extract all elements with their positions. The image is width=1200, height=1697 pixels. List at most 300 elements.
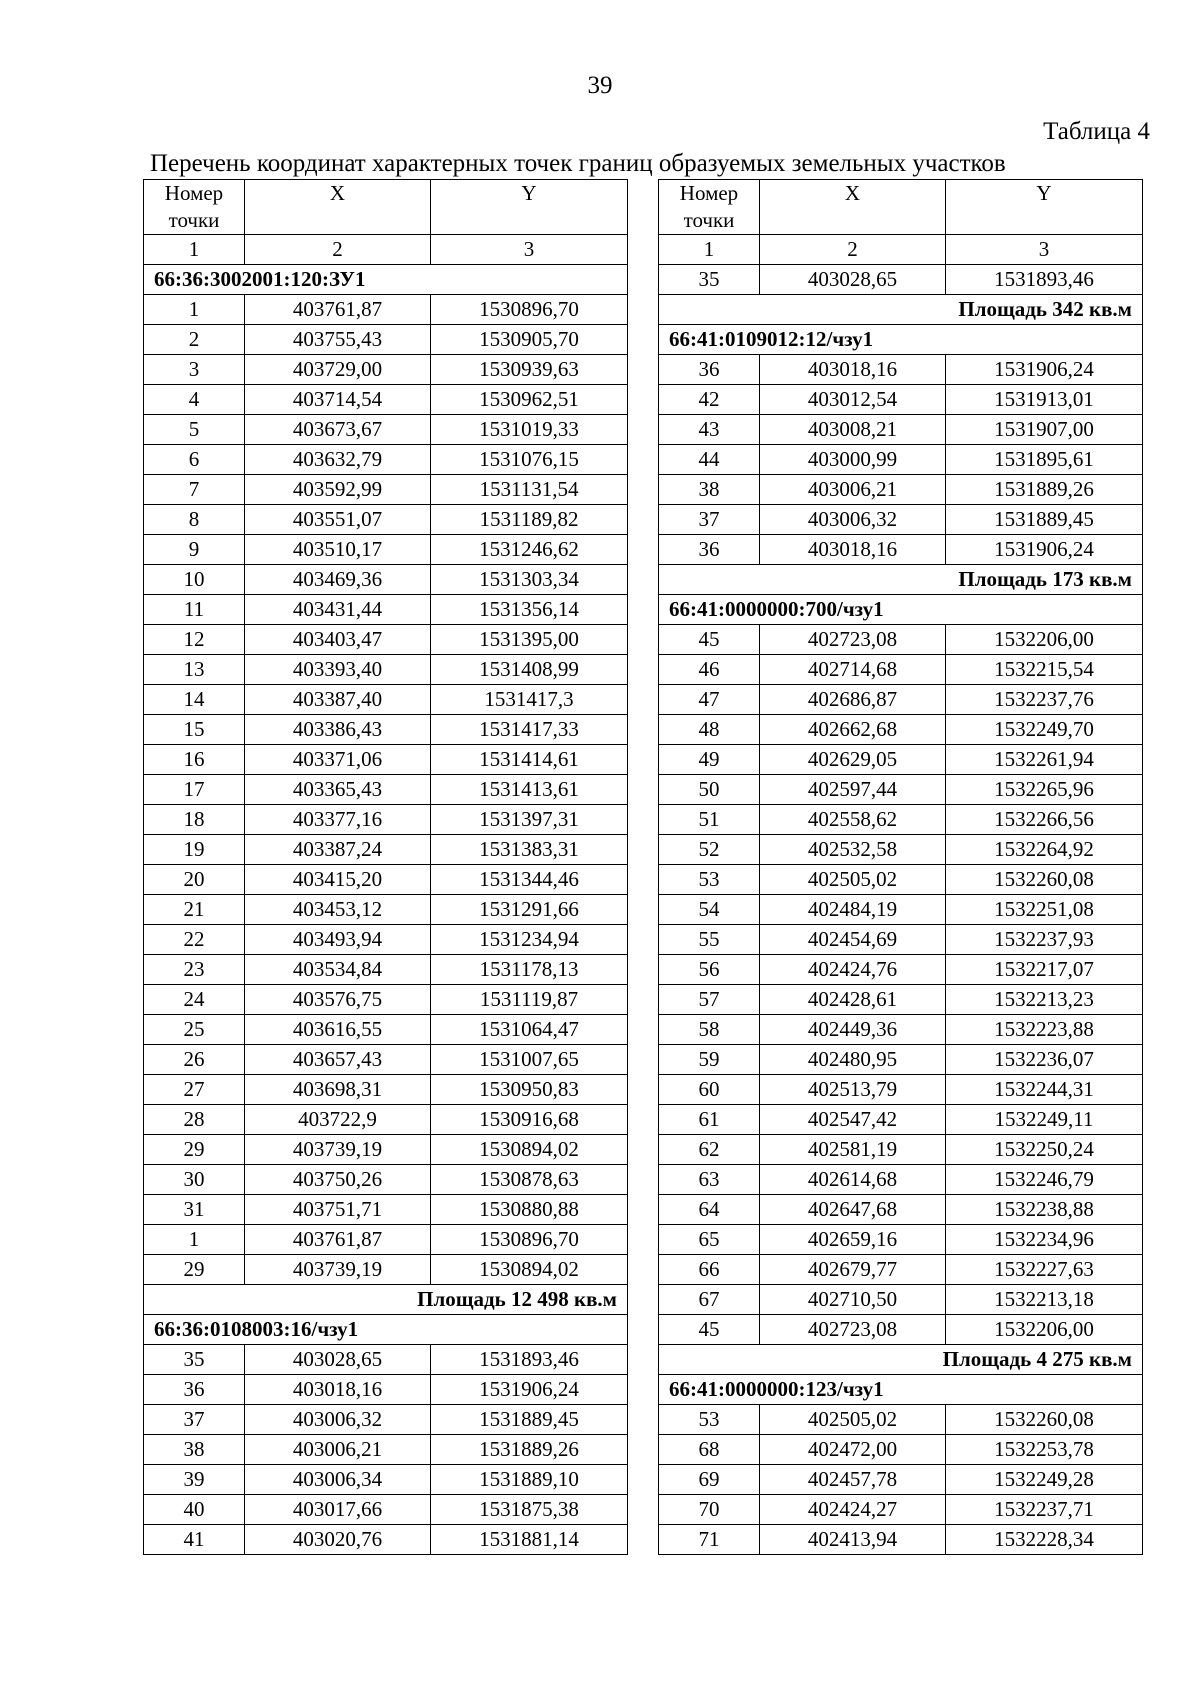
table-row xyxy=(144,1165,628,1195)
point-number-cell: 70 xyxy=(659,1495,760,1525)
header-x: X xyxy=(760,180,946,235)
y-coordinate-cell: 1532217,07 xyxy=(946,955,1143,985)
x-coordinate-cell: 403006,32 xyxy=(760,505,946,535)
y-coordinate-cell: 1531889,26 xyxy=(431,1435,628,1465)
point-number-cell: 15 xyxy=(144,715,245,745)
area-row xyxy=(659,565,1143,595)
header-number-row xyxy=(659,235,1143,265)
x-coordinate-cell: 402457,78 xyxy=(760,1465,946,1495)
x-coordinate-cell: 403018,16 xyxy=(760,355,946,385)
point-number-cell: 38 xyxy=(144,1435,245,1465)
table-row xyxy=(144,1375,628,1405)
x-coordinate-cell: 402505,02 xyxy=(760,1405,946,1435)
table-row xyxy=(144,775,628,805)
point-number-cell: 6 xyxy=(144,445,245,475)
y-coordinate-cell: 1532213,23 xyxy=(946,985,1143,1015)
x-coordinate-cell: 403006,21 xyxy=(760,475,946,505)
y-coordinate-cell: 1531913,01 xyxy=(946,385,1143,415)
table-row xyxy=(659,655,1143,685)
y-coordinate-cell: 1530950,83 xyxy=(431,1075,628,1105)
table-row xyxy=(659,505,1143,535)
table-row xyxy=(144,1495,628,1525)
table-row xyxy=(144,1045,628,1075)
x-coordinate-cell: 402484,19 xyxy=(760,895,946,925)
point-number-cell: 1 xyxy=(144,295,245,325)
y-coordinate-cell: 1531906,24 xyxy=(946,535,1143,565)
point-number-cell: 51 xyxy=(659,805,760,835)
x-coordinate-cell: 403431,44 xyxy=(245,595,431,625)
table-row xyxy=(144,355,628,385)
y-coordinate-cell: 1532234,96 xyxy=(946,1225,1143,1255)
area-total: Площадь 4 275 кв.м xyxy=(659,1345,1143,1375)
table-row xyxy=(659,745,1143,775)
y-coordinate-cell: 1531291,66 xyxy=(431,895,628,925)
y-coordinate-cell: 1530894,02 xyxy=(431,1135,628,1165)
table-row xyxy=(659,1255,1143,1285)
table-row xyxy=(144,385,628,415)
y-coordinate-cell: 1532251,08 xyxy=(946,895,1143,925)
point-number-cell: 23 xyxy=(144,955,245,985)
point-number-cell: 53 xyxy=(659,865,760,895)
point-number-cell: 61 xyxy=(659,1105,760,1135)
x-coordinate-cell: 403616,55 xyxy=(245,1015,431,1045)
y-coordinate-cell: 1530905,70 xyxy=(431,325,628,355)
table-row xyxy=(144,715,628,745)
point-number-cell: 47 xyxy=(659,685,760,715)
x-coordinate-cell: 403750,26 xyxy=(245,1165,431,1195)
point-number-cell: 43 xyxy=(659,415,760,445)
point-number-cell: 36 xyxy=(144,1375,245,1405)
x-coordinate-cell: 403028,65 xyxy=(245,1345,431,1375)
area-total: Площадь 12 498 кв.м xyxy=(144,1285,628,1315)
y-coordinate-cell: 1531397,31 xyxy=(431,805,628,835)
y-coordinate-cell: 1531889,26 xyxy=(946,475,1143,505)
x-coordinate-cell: 403761,87 xyxy=(245,295,431,325)
y-coordinate-cell: 1532237,71 xyxy=(946,1495,1143,1525)
table-row xyxy=(659,1315,1143,1345)
x-coordinate-cell: 403739,19 xyxy=(245,1255,431,1285)
header-x: X xyxy=(245,180,431,235)
header-col-number: 1 xyxy=(144,235,245,265)
point-number-cell: 66 xyxy=(659,1255,760,1285)
point-number-cell: 64 xyxy=(659,1195,760,1225)
table-row xyxy=(144,1345,628,1375)
table-row xyxy=(144,505,628,535)
point-number-cell: 7 xyxy=(144,475,245,505)
point-number-cell: 36 xyxy=(659,535,760,565)
table-row xyxy=(659,1045,1143,1075)
table-row xyxy=(144,805,628,835)
y-coordinate-cell: 1531019,33 xyxy=(431,415,628,445)
x-coordinate-cell: 403592,99 xyxy=(245,475,431,505)
y-coordinate-cell: 1531889,10 xyxy=(431,1465,628,1495)
x-coordinate-cell: 403012,54 xyxy=(760,385,946,415)
point-number-cell: 26 xyxy=(144,1045,245,1075)
y-coordinate-cell: 1532261,94 xyxy=(946,745,1143,775)
table-row xyxy=(144,1105,628,1135)
cadastral-number-heading: 66:41:0000000:700/чзу1 xyxy=(659,595,1143,625)
y-coordinate-cell: 1531189,82 xyxy=(431,505,628,535)
y-coordinate-cell: 1531408,99 xyxy=(431,655,628,685)
y-coordinate-cell: 1531246,62 xyxy=(431,535,628,565)
y-coordinate-cell: 1531178,13 xyxy=(431,955,628,985)
y-coordinate-cell: 1532237,93 xyxy=(946,925,1143,955)
table-caption: Перечень координат характерных точек границ образуемых земельных участков xyxy=(150,150,1006,177)
x-coordinate-cell: 403714,54 xyxy=(245,385,431,415)
table-row xyxy=(659,1165,1143,1195)
y-coordinate-cell: 1531383,31 xyxy=(431,835,628,865)
point-number-cell: 40 xyxy=(144,1495,245,1525)
y-coordinate-cell: 1530962,51 xyxy=(431,385,628,415)
y-coordinate-cell: 1530878,63 xyxy=(431,1165,628,1195)
table-row xyxy=(144,475,628,505)
page-number: 39 xyxy=(587,72,613,99)
x-coordinate-cell: 403006,34 xyxy=(245,1465,431,1495)
table-row xyxy=(144,895,628,925)
header-point-number: Номер точки xyxy=(659,180,760,235)
x-coordinate-cell: 402513,79 xyxy=(760,1075,946,1105)
x-coordinate-cell: 402413,94 xyxy=(760,1525,946,1555)
y-coordinate-cell: 1532249,11 xyxy=(946,1105,1143,1135)
table-row xyxy=(659,415,1143,445)
table-body-left xyxy=(144,265,628,1555)
x-coordinate-cell: 402581,19 xyxy=(760,1135,946,1165)
x-coordinate-cell: 402424,76 xyxy=(760,955,946,985)
table-row xyxy=(659,1135,1143,1165)
table-row xyxy=(659,775,1143,805)
table-row xyxy=(144,1225,628,1255)
x-coordinate-cell: 402662,68 xyxy=(760,715,946,745)
table-row xyxy=(659,1015,1143,1045)
header-col-number: 3 xyxy=(946,235,1143,265)
y-coordinate-cell: 1531395,00 xyxy=(431,625,628,655)
y-coordinate-cell: 1531076,15 xyxy=(431,445,628,475)
y-coordinate-cell: 1532237,76 xyxy=(946,685,1143,715)
x-coordinate-cell: 403387,24 xyxy=(245,835,431,865)
table-row xyxy=(659,715,1143,745)
y-coordinate-cell: 1531119,87 xyxy=(431,985,628,1015)
table-row xyxy=(144,1075,628,1105)
table-row xyxy=(144,625,628,655)
y-coordinate-cell: 1531303,34 xyxy=(431,565,628,595)
point-number-cell: 59 xyxy=(659,1045,760,1075)
table-row xyxy=(144,1465,628,1495)
area-row xyxy=(659,1345,1143,1375)
table-row xyxy=(144,1525,628,1555)
x-coordinate-cell: 403018,16 xyxy=(245,1375,431,1405)
x-coordinate-cell: 402424,27 xyxy=(760,1495,946,1525)
y-coordinate-cell: 1531131,54 xyxy=(431,475,628,505)
header-y: Y xyxy=(946,180,1143,235)
point-number-cell: 49 xyxy=(659,745,760,775)
point-number-cell: 58 xyxy=(659,1015,760,1045)
x-coordinate-cell: 402629,05 xyxy=(760,745,946,775)
section-row xyxy=(659,325,1143,355)
table-row xyxy=(144,985,628,1015)
y-coordinate-cell: 1531895,61 xyxy=(946,445,1143,475)
x-coordinate-cell: 403028,65 xyxy=(760,265,946,295)
table-row xyxy=(144,925,628,955)
x-coordinate-cell: 402710,50 xyxy=(760,1285,946,1315)
point-number-cell: 22 xyxy=(144,925,245,955)
x-coordinate-cell: 403722,9 xyxy=(245,1105,431,1135)
point-number-cell: 37 xyxy=(659,505,760,535)
point-number-cell: 45 xyxy=(659,1315,760,1345)
table-row xyxy=(144,1255,628,1285)
x-coordinate-cell: 402723,08 xyxy=(760,1315,946,1345)
y-coordinate-cell: 1531356,14 xyxy=(431,595,628,625)
point-number-cell: 55 xyxy=(659,925,760,955)
x-coordinate-cell: 403006,32 xyxy=(245,1405,431,1435)
x-coordinate-cell: 402686,87 xyxy=(760,685,946,715)
x-coordinate-cell: 402449,36 xyxy=(760,1015,946,1045)
table-row xyxy=(659,385,1143,415)
x-coordinate-cell: 403657,43 xyxy=(245,1045,431,1075)
y-coordinate-cell: 1531889,45 xyxy=(946,505,1143,535)
point-number-cell: 10 xyxy=(144,565,245,595)
coordinates-table-right xyxy=(658,179,1143,1555)
y-coordinate-cell: 1531889,45 xyxy=(431,1405,628,1435)
cadastral-number-heading: 66:36:3002001:120:ЗУ1 xyxy=(144,265,628,295)
x-coordinate-cell: 403510,17 xyxy=(245,535,431,565)
point-number-cell: 63 xyxy=(659,1165,760,1195)
y-coordinate-cell: 1531906,24 xyxy=(946,355,1143,385)
y-coordinate-cell: 1532264,92 xyxy=(946,835,1143,865)
point-number-cell: 69 xyxy=(659,1465,760,1495)
y-coordinate-cell: 1532244,31 xyxy=(946,1075,1143,1105)
x-coordinate-cell: 403377,16 xyxy=(245,805,431,835)
x-coordinate-cell: 402614,68 xyxy=(760,1165,946,1195)
point-number-cell: 18 xyxy=(144,805,245,835)
x-coordinate-cell: 403632,79 xyxy=(245,445,431,475)
point-number-cell: 13 xyxy=(144,655,245,685)
point-number-cell: 68 xyxy=(659,1435,760,1465)
x-coordinate-cell: 403365,43 xyxy=(245,775,431,805)
table-row xyxy=(659,1285,1143,1315)
y-coordinate-cell: 1530916,68 xyxy=(431,1105,628,1135)
y-coordinate-cell: 1530896,70 xyxy=(431,1225,628,1255)
section-row xyxy=(659,1375,1143,1405)
table-row xyxy=(144,655,628,685)
area-total: Площадь 342 кв.м xyxy=(659,295,1143,325)
header-col-number: 1 xyxy=(659,235,760,265)
table-row xyxy=(659,265,1143,295)
point-number-cell: 60 xyxy=(659,1075,760,1105)
point-number-cell: 65 xyxy=(659,1225,760,1255)
table-row xyxy=(144,955,628,985)
table-row xyxy=(144,295,628,325)
x-coordinate-cell: 403018,16 xyxy=(760,535,946,565)
table-row xyxy=(659,1405,1143,1435)
y-coordinate-cell: 1532227,63 xyxy=(946,1255,1143,1285)
table-row xyxy=(659,955,1143,985)
table-row xyxy=(659,1465,1143,1495)
table-row xyxy=(659,1435,1143,1465)
y-coordinate-cell: 1530939,63 xyxy=(431,355,628,385)
point-number-cell: 29 xyxy=(144,1135,245,1165)
table-row xyxy=(144,445,628,475)
table-row xyxy=(659,805,1143,835)
header-col-number: 2 xyxy=(760,235,946,265)
point-number-cell: 45 xyxy=(659,625,760,655)
y-coordinate-cell: 1530894,02 xyxy=(431,1255,628,1285)
point-number-cell: 50 xyxy=(659,775,760,805)
x-coordinate-cell: 403698,31 xyxy=(245,1075,431,1105)
point-number-cell: 20 xyxy=(144,865,245,895)
table-row xyxy=(144,595,628,625)
y-coordinate-cell: 1532238,88 xyxy=(946,1195,1143,1225)
x-coordinate-cell: 403755,43 xyxy=(245,325,431,355)
point-number-cell: 28 xyxy=(144,1105,245,1135)
x-coordinate-cell: 403551,07 xyxy=(245,505,431,535)
y-coordinate-cell: 1532260,08 xyxy=(946,865,1143,895)
y-coordinate-cell: 1531234,94 xyxy=(431,925,628,955)
cadastral-number-heading: 66:41:0000000:123/чзу1 xyxy=(659,1375,1143,1405)
x-coordinate-cell: 402472,00 xyxy=(760,1435,946,1465)
table-row xyxy=(659,925,1143,955)
table-row xyxy=(659,1225,1143,1255)
x-coordinate-cell: 402714,68 xyxy=(760,655,946,685)
table-row xyxy=(659,1495,1143,1525)
x-coordinate-cell: 402480,95 xyxy=(760,1045,946,1075)
x-coordinate-cell: 402647,68 xyxy=(760,1195,946,1225)
y-coordinate-cell: 1531007,65 xyxy=(431,1045,628,1075)
header-row xyxy=(659,180,1143,235)
x-coordinate-cell: 403415,20 xyxy=(245,865,431,895)
point-number-cell: 17 xyxy=(144,775,245,805)
section-row xyxy=(144,265,628,295)
table-row xyxy=(144,1195,628,1225)
table-row xyxy=(659,355,1143,385)
coordinates-table-left xyxy=(143,179,628,1555)
x-coordinate-cell: 403493,94 xyxy=(245,925,431,955)
y-coordinate-cell: 1530880,88 xyxy=(431,1195,628,1225)
y-coordinate-cell: 1531893,46 xyxy=(946,265,1143,295)
point-number-cell: 35 xyxy=(144,1345,245,1375)
table-row xyxy=(659,1105,1143,1135)
x-coordinate-cell: 402532,58 xyxy=(760,835,946,865)
table-row xyxy=(659,865,1143,895)
header-y: Y xyxy=(431,180,628,235)
x-coordinate-cell: 402505,02 xyxy=(760,865,946,895)
x-coordinate-cell: 402454,69 xyxy=(760,925,946,955)
y-coordinate-cell: 1531414,61 xyxy=(431,745,628,775)
point-number-cell: 39 xyxy=(144,1465,245,1495)
point-number-cell: 46 xyxy=(659,655,760,685)
y-coordinate-cell: 1532213,18 xyxy=(946,1285,1143,1315)
point-number-cell: 67 xyxy=(659,1285,760,1315)
x-coordinate-cell: 403000,99 xyxy=(760,445,946,475)
point-number-cell: 36 xyxy=(659,355,760,385)
table-row xyxy=(659,445,1143,475)
table-row xyxy=(144,565,628,595)
point-number-cell: 11 xyxy=(144,595,245,625)
point-number-cell: 41 xyxy=(144,1525,245,1555)
point-number-cell: 9 xyxy=(144,535,245,565)
point-number-cell: 35 xyxy=(659,265,760,295)
point-number-cell: 44 xyxy=(659,445,760,475)
section-row xyxy=(659,595,1143,625)
y-coordinate-cell: 1532249,28 xyxy=(946,1465,1143,1495)
point-number-cell: 14 xyxy=(144,685,245,715)
x-coordinate-cell: 402547,42 xyxy=(760,1105,946,1135)
table-label: Таблица 4 xyxy=(1043,118,1150,145)
y-coordinate-cell: 1531344,46 xyxy=(431,865,628,895)
table-row xyxy=(144,1135,628,1165)
table-row xyxy=(659,535,1143,565)
x-coordinate-cell: 403020,76 xyxy=(245,1525,431,1555)
y-coordinate-cell: 1532253,78 xyxy=(946,1435,1143,1465)
x-coordinate-cell: 402428,61 xyxy=(760,985,946,1015)
point-number-cell: 25 xyxy=(144,1015,245,1045)
area-total: Площадь 173 кв.м xyxy=(659,565,1143,595)
point-number-cell: 42 xyxy=(659,385,760,415)
x-coordinate-cell: 403761,87 xyxy=(245,1225,431,1255)
table-row xyxy=(144,535,628,565)
point-number-cell: 21 xyxy=(144,895,245,925)
area-row xyxy=(144,1285,628,1315)
point-number-cell: 3 xyxy=(144,355,245,385)
y-coordinate-cell: 1532206,00 xyxy=(946,1315,1143,1345)
y-coordinate-cell: 1531417,33 xyxy=(431,715,628,745)
y-coordinate-cell: 1532265,96 xyxy=(946,775,1143,805)
x-coordinate-cell: 403534,84 xyxy=(245,955,431,985)
x-coordinate-cell: 402597,44 xyxy=(760,775,946,805)
header-col-number: 3 xyxy=(431,235,628,265)
table-row xyxy=(144,325,628,355)
point-number-cell: 30 xyxy=(144,1165,245,1195)
y-coordinate-cell: 1532246,79 xyxy=(946,1165,1143,1195)
x-coordinate-cell: 403006,21 xyxy=(245,1435,431,1465)
point-number-cell: 71 xyxy=(659,1525,760,1555)
table-row xyxy=(144,415,628,445)
point-number-cell: 29 xyxy=(144,1255,245,1285)
point-number-cell: 48 xyxy=(659,715,760,745)
y-coordinate-cell: 1531893,46 xyxy=(431,1345,628,1375)
header-point-number: Номер точки xyxy=(144,180,245,235)
y-coordinate-cell: 1532249,70 xyxy=(946,715,1143,745)
point-number-cell: 12 xyxy=(144,625,245,655)
x-coordinate-cell: 403729,00 xyxy=(245,355,431,385)
table-row xyxy=(659,835,1143,865)
table-row xyxy=(144,865,628,895)
table-row xyxy=(144,1015,628,1045)
x-coordinate-cell: 403386,43 xyxy=(245,715,431,745)
point-number-cell: 5 xyxy=(144,415,245,445)
point-number-cell: 62 xyxy=(659,1135,760,1165)
area-row xyxy=(659,295,1143,325)
table-row xyxy=(144,685,628,715)
point-number-cell: 56 xyxy=(659,955,760,985)
x-coordinate-cell: 403453,12 xyxy=(245,895,431,925)
x-coordinate-cell: 403017,66 xyxy=(245,1495,431,1525)
x-coordinate-cell: 402723,08 xyxy=(760,625,946,655)
header-number-row xyxy=(144,235,628,265)
y-coordinate-cell: 1532260,08 xyxy=(946,1405,1143,1435)
y-coordinate-cell: 1531413,61 xyxy=(431,775,628,805)
table-row xyxy=(659,685,1143,715)
x-coordinate-cell: 402659,16 xyxy=(760,1225,946,1255)
table-row xyxy=(659,1195,1143,1225)
point-number-cell: 19 xyxy=(144,835,245,865)
x-coordinate-cell: 403008,21 xyxy=(760,415,946,445)
x-coordinate-cell: 403751,71 xyxy=(245,1195,431,1225)
y-coordinate-cell: 1532266,56 xyxy=(946,805,1143,835)
y-coordinate-cell: 1532206,00 xyxy=(946,625,1143,655)
x-coordinate-cell: 403673,67 xyxy=(245,415,431,445)
y-coordinate-cell: 1531417,3 xyxy=(431,685,628,715)
table-row xyxy=(659,1525,1143,1555)
